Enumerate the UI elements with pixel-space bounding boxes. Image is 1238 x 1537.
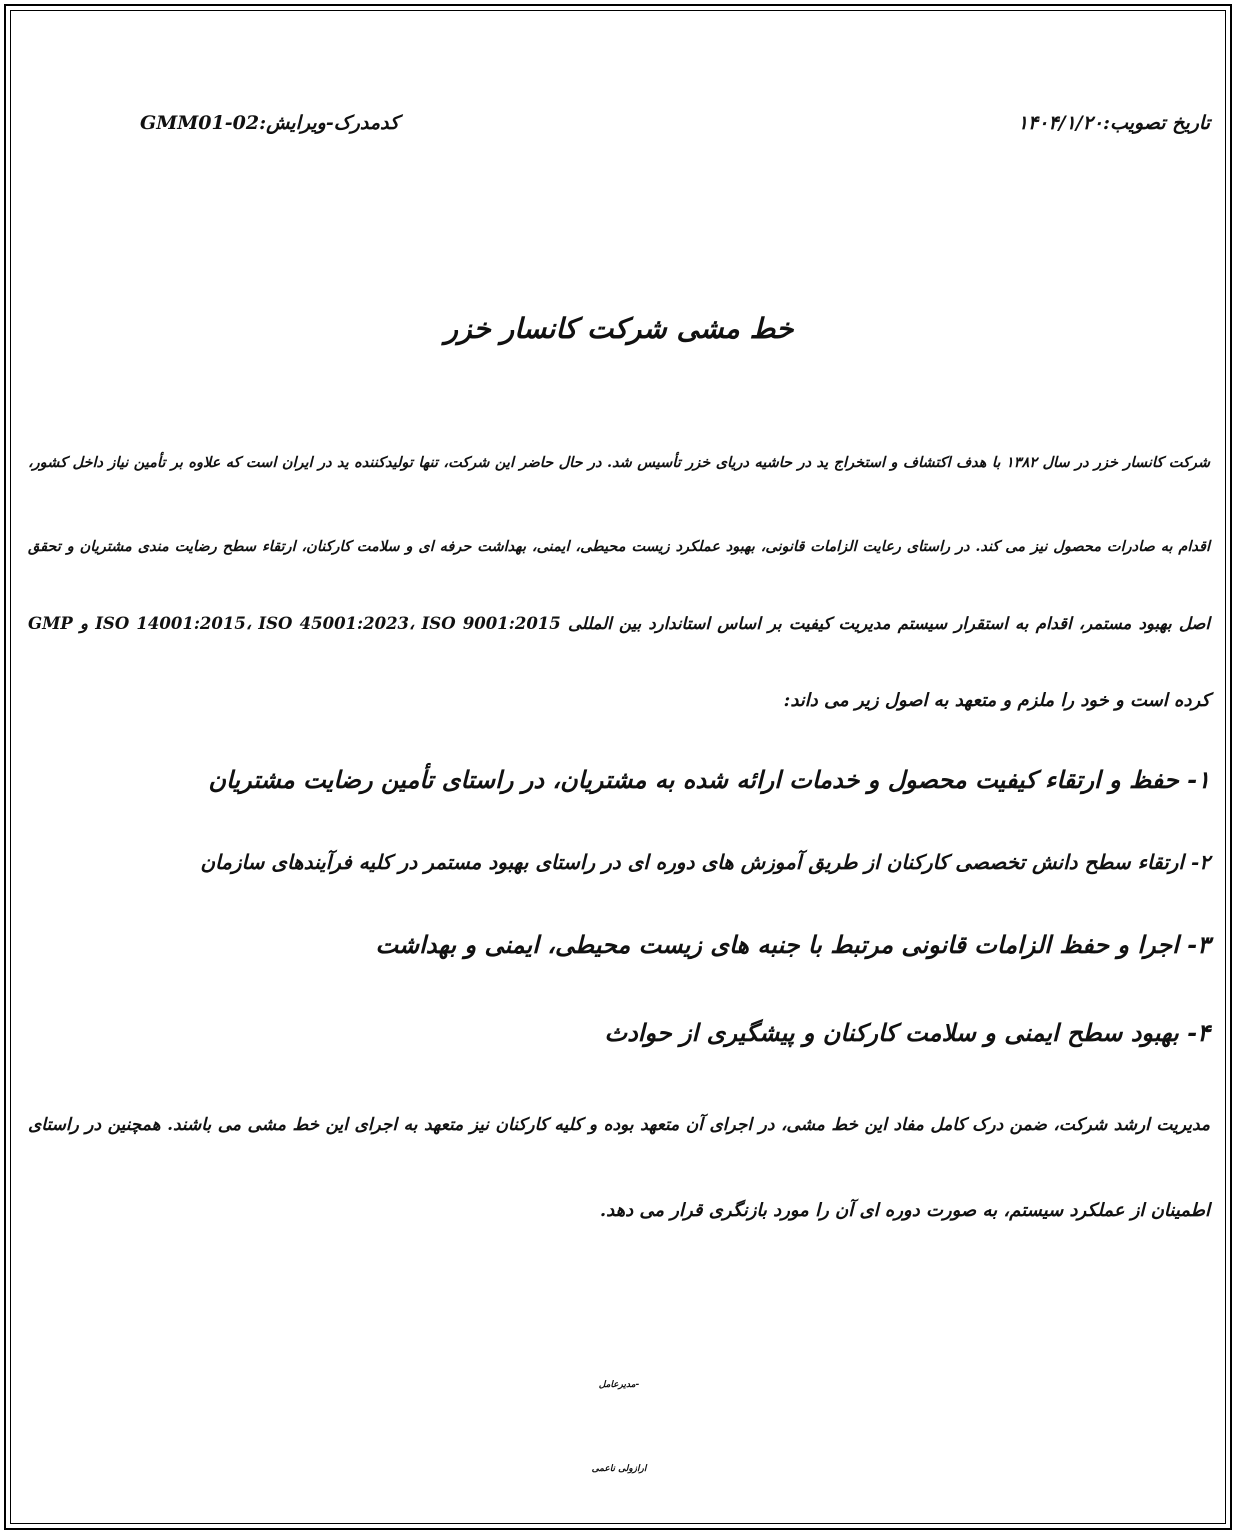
document-code: کدمدرک-ویرایش:GMM01-02 [140, 112, 400, 134]
intro-line-1: شرکت کانسار خزر در سال ۱۳۸۲ با هدف اکتشاف و استخراج ید در حاشیه دریای خزر تأسیس شد. در حال حاضر این شرکت، تنها تولیدکننده ید در ایران است که علاوه بر تأمین نیاز داخل کشور، [28, 454, 1210, 471]
intro-line-2: اقدام به صادرات محصول نیز می کند. در راستای رعایت الزامات قانونی، بهبود عملکرد زیست محیطی، ایمنی، بهداشت حرفه ای و سلامت کارکنان، ارتقاء سطح رضایت مندی مشتریان و تحقق [28, 538, 1210, 555]
closing-line-2: اطمینان از عملکرد سیستم، به صورت دوره ای آن را مورد بازنگری قرار می دهد. [599, 1200, 1210, 1221]
principle-4: ۴- بهبود سطح ایمنی و سلامت کارکنان و پیشگیری از حوادث [604, 1018, 1210, 1047]
principle-1: ۱- حفظ و ارتقاء کیفیت محصول و خدمات ارائه شده به مشتریان، در راستای تأمین رضایت مشتریان [208, 765, 1210, 794]
signature-role: -مدیرعامل [598, 1380, 640, 1390]
approval-date: تاریخ تصویب:۱۴۰۴/۱/۲۰ [1017, 112, 1210, 134]
page-title: خط مشی شرکت کانسار خزر [444, 312, 794, 345]
intro-line-3: اصل بهبود مستمر، اقدام به استقرار سیستم مدیریت کیفیت بر اساس استاندارد بین المللی ISO 14001:2015، ISO 45001:2023، ISO 9001:2015 و GMP [28, 614, 1210, 633]
principle-2: ۲- ارتقاء سطح دانش تخصصی کارکنان از طریق آموزش های دوره ای در راستای بهبود مستمر در کلیه فرآیندهای سازمان [200, 850, 1210, 874]
intro-line-4: کرده است و خود را ملزم و متعهد به اصول زیر می داند: [783, 690, 1210, 711]
closing-line-1: مدیریت ارشد شرکت، ضمن درک کامل مفاد این خط مشی، در اجرای آن متعهد بوده و کلیه کارکنان نیز متعهد به اجرای این خط مشی می باشند. همچنین در راستای [28, 1115, 1210, 1135]
principle-3: ۳- اجرا و حفظ الزامات قانونی مرتبط با جنبه های زیست محیطی، ایمنی و بهداشت [375, 930, 1210, 959]
signature-name: ارازولی ناعمی [591, 1464, 647, 1474]
